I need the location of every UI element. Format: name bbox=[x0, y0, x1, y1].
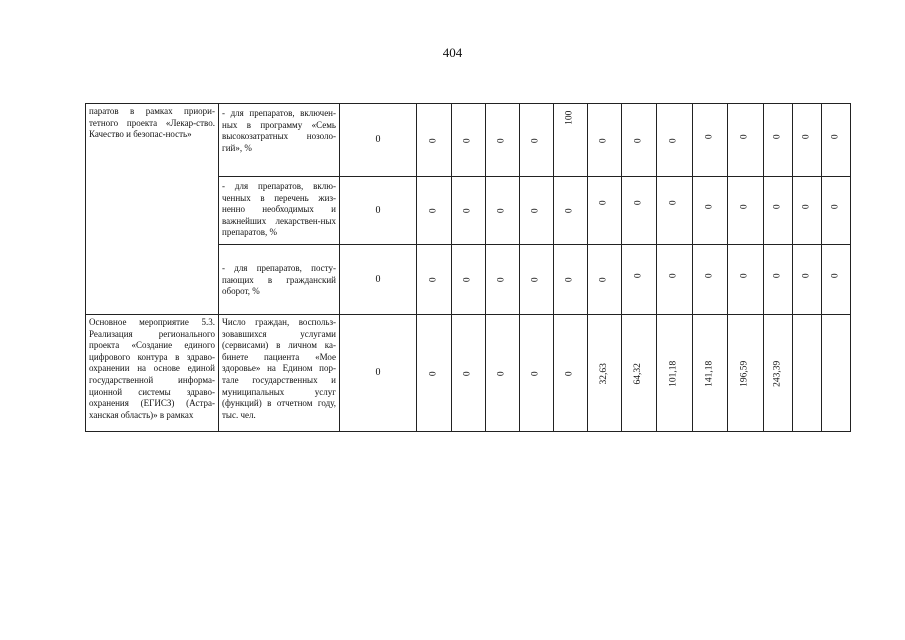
value-cell: 0 bbox=[340, 177, 417, 245]
value-cell: 0 bbox=[657, 245, 693, 315]
value-cell: 0 bbox=[486, 315, 520, 432]
measure-cell: паратов в рамках приори-тетного проекта «Лекар-ство. Качество и безопас-ность» bbox=[86, 104, 219, 315]
value-cell: 0 bbox=[822, 104, 851, 177]
table-row bbox=[86, 315, 851, 432]
value-cell: 196,59 bbox=[728, 315, 764, 432]
indicator-table bbox=[85, 103, 851, 432]
value-cell: 0 bbox=[520, 315, 554, 432]
value-cell: 0 bbox=[588, 245, 622, 315]
value-cell: 0 bbox=[793, 245, 822, 315]
indicator-cell: - для препаратов, посту-пающих в гражданский оборот, % bbox=[219, 245, 340, 315]
value-cell bbox=[793, 315, 822, 432]
value-cell: 0 bbox=[657, 104, 693, 177]
value-cell: 0 bbox=[588, 177, 622, 245]
value-cell: 0 bbox=[340, 315, 417, 432]
value-cell: 0 bbox=[486, 245, 520, 315]
value-cell: 101,18 bbox=[657, 315, 693, 432]
value-cell: 0 bbox=[520, 104, 554, 177]
value-cell: 0 bbox=[452, 315, 486, 432]
value-cell: 64,32 bbox=[622, 315, 657, 432]
value-cell: 0 bbox=[657, 177, 693, 245]
value-cell: 0 bbox=[340, 104, 417, 177]
indicator-cell: Число граждан, воспольз-зовавшихся услугами (сервисами) в личном ка-бинете пациента «Мое здоровье» на Едином пор-тале государственных и муниципальных услуг (функций) в отчетном году, тыс. чел. bbox=[219, 315, 340, 432]
value-cell: 0 bbox=[793, 177, 822, 245]
value-cell: 0 bbox=[622, 245, 657, 315]
value-cell: 0 bbox=[793, 104, 822, 177]
value-cell: 0 bbox=[822, 177, 851, 245]
value-cell: 0 bbox=[452, 245, 486, 315]
value-cell: 0 bbox=[728, 104, 764, 177]
value-cell: 32,63 bbox=[588, 315, 622, 432]
value-cell bbox=[822, 315, 851, 432]
value-cell: 0 bbox=[452, 104, 486, 177]
value-cell: 0 bbox=[764, 177, 793, 245]
value-cell: 0 bbox=[486, 177, 520, 245]
value-cell: 0 bbox=[588, 104, 622, 177]
value-cell: 0 bbox=[693, 177, 728, 245]
indicator-cell: - для препаратов, включен-ных в программу «Семь высокозатратных нозоло-гий», % bbox=[219, 104, 340, 177]
value-cell: 100 bbox=[554, 104, 588, 177]
value-cell: 0 bbox=[520, 177, 554, 245]
value-cell: 0 bbox=[728, 177, 764, 245]
value-cell: 0 bbox=[554, 315, 588, 432]
value-cell: 0 bbox=[764, 104, 793, 177]
value-cell: 0 bbox=[693, 245, 728, 315]
indicator-cell: - для препаратов, вклю-ченных в перечень жиз-ненно необходимых и важнейших лекарствен-ных препаратов, % bbox=[219, 177, 340, 245]
value-cell: 0 bbox=[340, 245, 417, 315]
value-cell: 0 bbox=[622, 177, 657, 245]
value-cell: 0 bbox=[520, 245, 554, 315]
value-cell: 0 bbox=[417, 315, 452, 432]
value-cell: 0 bbox=[764, 245, 793, 315]
measure-cell: Основное мероприятие 5.3. Реализация регионального проекта «Создание единого цифрового контура в здраво-охранении на основе единой государственной информа-ционной системы здраво-охранения (ЕГИСЗ) (Астра-ханская область)» в рамках bbox=[86, 315, 219, 432]
value-cell: 0 bbox=[693, 104, 728, 177]
value-cell: 141,18 bbox=[693, 315, 728, 432]
value-cell: 0 bbox=[452, 177, 486, 245]
value-cell: 0 bbox=[417, 104, 452, 177]
value-cell: 0 bbox=[417, 177, 452, 245]
value-cell: 0 bbox=[554, 177, 588, 245]
table-row bbox=[86, 104, 851, 177]
value-cell: 0 bbox=[728, 245, 764, 315]
value-cell: 0 bbox=[417, 245, 452, 315]
value-cell: 0 bbox=[486, 104, 520, 177]
value-cell: 0 bbox=[554, 245, 588, 315]
value-cell: 0 bbox=[622, 104, 657, 177]
page-number: 404 bbox=[442, 45, 463, 60]
value-cell: 243,39 bbox=[764, 315, 793, 432]
value-cell: 0 bbox=[822, 245, 851, 315]
